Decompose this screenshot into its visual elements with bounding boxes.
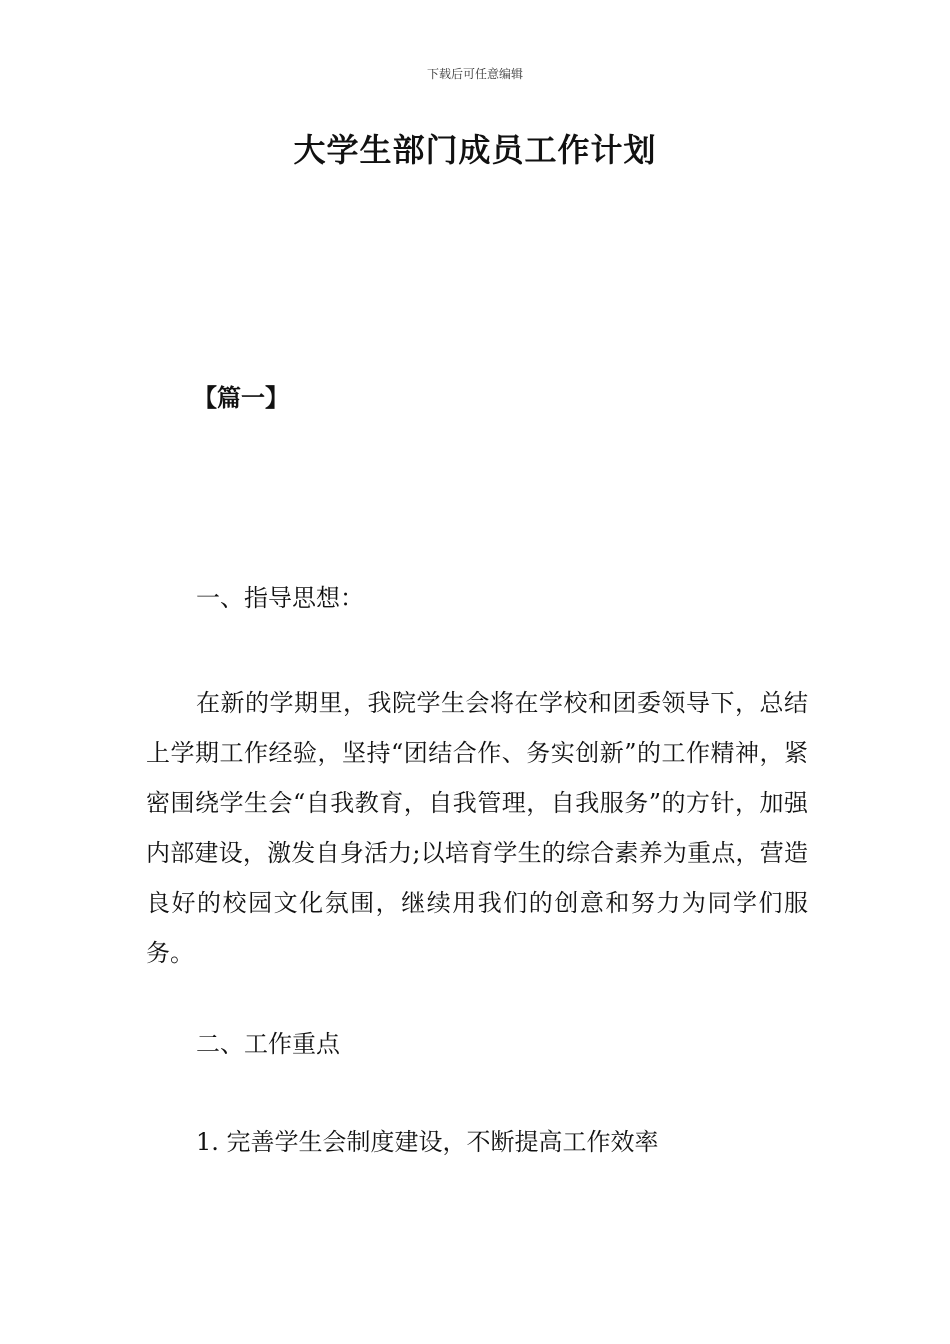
section-heading-guiding-thought: 一、指导思想： xyxy=(196,584,364,612)
section-heading-work-focus: 二、工作重点 xyxy=(196,1030,340,1058)
section-body-paragraph: 在新的学期里，我院学生会将在学校和团委领导下，总结上学期工作经验，坚持“团结合作、务实创新”的工作精神，紧密围绕学生会“自我教育，自我管理，自我服务”的方针，加强内部建设，激发自身活力;以培育学生的综合素养为重点，营造良好的校园文化氛围，继续用我们的创意和努力为同学们服务。 xyxy=(146,689,808,967)
document-title: 大学生部门成员工作计划 xyxy=(293,131,657,169)
part-label: 【篇一】 xyxy=(193,384,289,412)
header-note: 下载后可任意编辑 xyxy=(426,67,523,81)
list-item: 1. 完善学生会制度建设，不断提高工作效率 xyxy=(196,1128,659,1156)
